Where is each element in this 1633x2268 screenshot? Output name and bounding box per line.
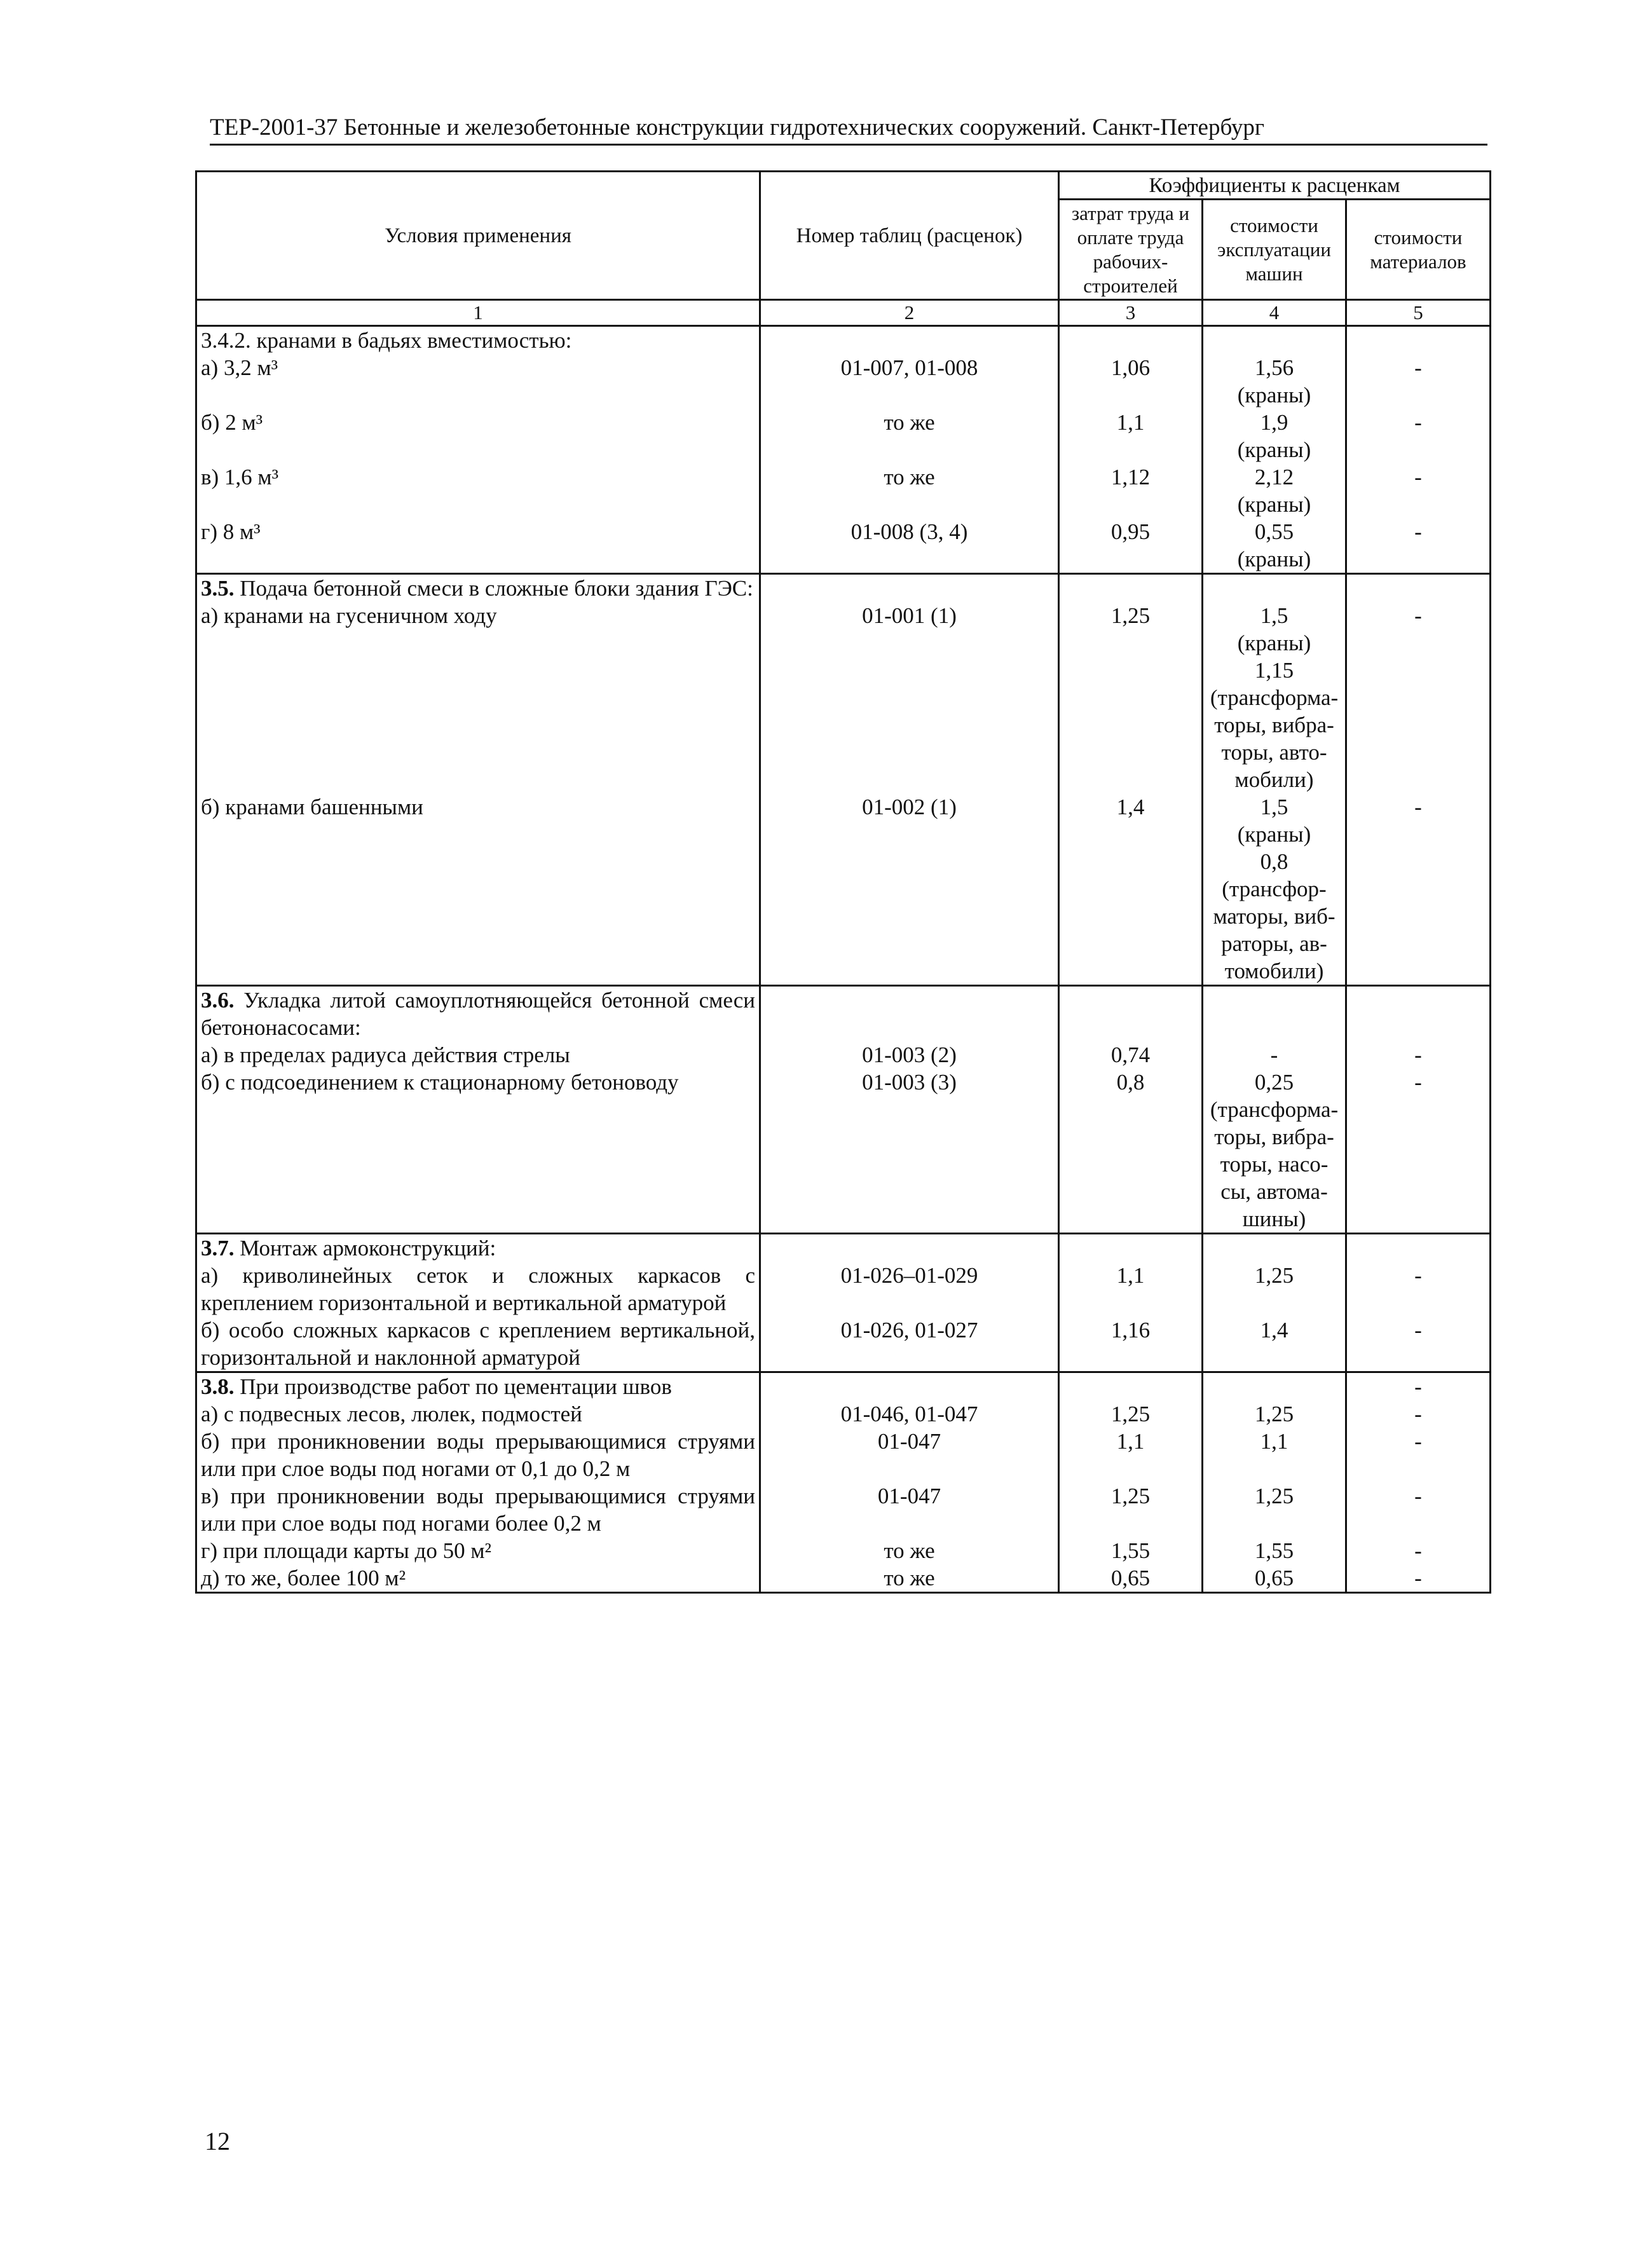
- machines-coef-line: (трансформа-: [1210, 1097, 1339, 1122]
- table-row: [196, 1428, 1491, 1482]
- condition-cell: б) кранами башенными: [196, 793, 760, 986]
- section-number: 3.7.: [201, 1236, 235, 1260]
- col-header-coefficients: Коэффициенты к расценкам: [1059, 172, 1491, 200]
- materials-coef-cell: -: [1346, 409, 1491, 463]
- machines-coef-line: 1,15: [1254, 658, 1294, 683]
- empty-cell: [760, 1372, 1059, 1401]
- materials-coef-cell: -: [1346, 1564, 1491, 1593]
- section-title-row: [196, 574, 1491, 603]
- empty-cell: [760, 986, 1059, 1042]
- section-title-row: [196, 326, 1491, 355]
- table-number-cell: 01-047: [760, 1482, 1059, 1537]
- table-row: [196, 602, 1491, 793]
- labor-coef-cell: 1,25: [1059, 1400, 1203, 1428]
- machines-coef-line: 1,25: [1254, 1402, 1294, 1426]
- table-row: [196, 518, 1491, 574]
- materials-coef: [1346, 1234, 1491, 1262]
- empty-cell: [1059, 986, 1203, 1042]
- column-number: 1: [196, 300, 760, 326]
- table-number-cell: 01-047: [760, 1428, 1059, 1482]
- table-row: [196, 1041, 1491, 1069]
- labor-coef-cell: 1,1: [1059, 409, 1203, 463]
- labor-coef-cell: 1,1: [1059, 1262, 1203, 1316]
- labor-coef-cell: 1,1: [1059, 1428, 1203, 1482]
- machines-coef-line: 1,5: [1260, 795, 1288, 819]
- machines-coef-line: 0,8: [1260, 849, 1288, 874]
- table-number-cell: 01-007, 01-008: [760, 354, 1059, 409]
- machines-coef-line: (краны): [1237, 437, 1311, 462]
- table-number-cell: 01-003 (2): [760, 1041, 1059, 1069]
- section-number: 3.6.: [201, 988, 235, 1013]
- section-title: [196, 1234, 760, 1262]
- condition-cell: в) при проникновении воды прерывающимися струями или при слое воды под ногами более 0,2 м: [196, 1482, 760, 1537]
- materials-coef-cell: -: [1346, 1428, 1491, 1482]
- section-number: 3.8.: [201, 1374, 235, 1399]
- section-title-row: [196, 1372, 1491, 1401]
- machines-coef-cell: [1203, 409, 1346, 463]
- column-numbers-row: [196, 300, 1491, 326]
- table-number-cell: то же: [760, 1537, 1059, 1564]
- condition-cell: д) то же, более 100 м²: [196, 1564, 760, 1593]
- section-title-text: При производстве работ по цементации швов: [234, 1374, 672, 1399]
- condition-cell: б) с подсоединением к стационарному бетоноводу: [196, 1069, 760, 1234]
- machines-coef-line: (трансформа-: [1210, 685, 1339, 710]
- machines-coef-cell: [1203, 1069, 1346, 1234]
- labor-coef-cell: 0,65: [1059, 1564, 1203, 1593]
- table-row: [196, 1537, 1491, 1564]
- labor-coef-cell: 1,16: [1059, 1316, 1203, 1372]
- labor-coef-cell: 1,12: [1059, 463, 1203, 518]
- machines-coef-line: 0,65: [1254, 1566, 1294, 1590]
- machines-coef-line: 1,9: [1260, 410, 1288, 435]
- machines-coef-cell: [1203, 1316, 1346, 1372]
- machines-coef-line: торы, вибра-: [1214, 713, 1334, 737]
- condition-cell: б) особо сложных каркасов с креплением вертикальной, горизонтальной и наклонной арматурой: [196, 1316, 760, 1372]
- table-number-cell: то же: [760, 1564, 1059, 1593]
- section-title-row: [196, 986, 1491, 1042]
- table-number-cell: 01-003 (3): [760, 1069, 1059, 1234]
- empty-cell: [1059, 574, 1203, 603]
- machines-coef-cell: [1203, 1482, 1346, 1537]
- machines-coef-line: маторы, виб-: [1213, 904, 1336, 929]
- machines-coef-line: сы, автома-: [1220, 1179, 1328, 1204]
- empty-cell: [1203, 326, 1346, 355]
- empty-cell: [1059, 326, 1203, 355]
- empty-cell: [1203, 1372, 1346, 1401]
- machines-coef-line: (краны): [1237, 631, 1311, 655]
- table-row: [196, 1316, 1491, 1372]
- page-header: ТЕР-2001-37 Бетонные и железобетонные конструкции гидротехнических сооружений. Санкт-Петербург: [210, 113, 1487, 146]
- coefficients-table: [195, 170, 1491, 1594]
- materials-coef-cell: -: [1346, 1041, 1491, 1069]
- machines-coef-cell: [1203, 463, 1346, 518]
- materials-coef-cell: -: [1346, 354, 1491, 409]
- table-row: [196, 793, 1491, 986]
- col-header-table-number: Номер таблиц (расценок): [760, 172, 1059, 300]
- machines-coef-line: (трансфор-: [1222, 877, 1327, 901]
- condition-cell: г) при площади карты до 50 м²: [196, 1537, 760, 1564]
- table-row: [196, 1564, 1491, 1593]
- section-title-text: Укладка литой самоуплотняющейся бетонной смеси бетононасосами:: [201, 988, 755, 1040]
- materials-coef-cell: -: [1346, 518, 1491, 574]
- labor-coef-cell: 0,95: [1059, 518, 1203, 574]
- condition-cell: в) 1,6 м³: [196, 463, 760, 518]
- section-title: [196, 1372, 760, 1401]
- table-row: [196, 1400, 1491, 1428]
- section-title: [196, 574, 760, 603]
- table-row: [196, 1262, 1491, 1316]
- table-number-cell: то же: [760, 409, 1059, 463]
- machines-coef-line: раторы, ав-: [1221, 931, 1327, 956]
- machines-coef-cell: [1203, 1428, 1346, 1482]
- machines-coef-cell: [1203, 518, 1346, 574]
- table-row: [196, 1482, 1491, 1537]
- table-number-cell: 01-002 (1): [760, 793, 1059, 986]
- machines-coef-line: торы, вибра-: [1214, 1124, 1334, 1149]
- materials-coef-cell: -: [1346, 1537, 1491, 1564]
- machines-coef-cell: [1203, 354, 1346, 409]
- empty-cell: [760, 574, 1059, 603]
- materials-coef-cell: -: [1346, 1482, 1491, 1537]
- labor-coef-cell: 1,25: [1059, 602, 1203, 793]
- col-header-conditions: Условия применения: [196, 172, 760, 300]
- machines-coef-cell: [1203, 1564, 1346, 1593]
- condition-cell: г) 8 м³: [196, 518, 760, 574]
- section-title: [196, 986, 760, 1042]
- table-number-cell: 01-026–01-029: [760, 1262, 1059, 1316]
- section-number: 3.5.: [201, 576, 235, 601]
- table-body: [196, 326, 1491, 1593]
- machines-coef-line: 0,55: [1254, 519, 1294, 544]
- empty-cell: [1203, 1234, 1346, 1262]
- column-number: 5: [1346, 300, 1491, 326]
- table-number-cell: 01-001 (1): [760, 602, 1059, 793]
- machines-coef-line: (краны): [1237, 822, 1311, 847]
- condition-cell: б) при проникновении воды прерывающимися струями или при слое воды под ногами от 0,1 до 0,2 м: [196, 1428, 760, 1482]
- materials-coef-cell: -: [1346, 1262, 1491, 1316]
- labor-coef-cell: 1,25: [1059, 1482, 1203, 1537]
- machines-coef-line: (краны): [1237, 547, 1311, 571]
- column-number: 2: [760, 300, 1059, 326]
- section-title-text: 3.4.2. кранами в бадьях вместимостью:: [201, 328, 572, 353]
- materials-coef-cell: -: [1346, 602, 1491, 793]
- table-row: [196, 1069, 1491, 1234]
- machines-coef-cell: [1203, 602, 1346, 793]
- section-title-text: Монтаж армоконструкций:: [234, 1236, 496, 1260]
- machines-coef-cell: [1203, 1400, 1346, 1428]
- machines-coef-line: (краны): [1237, 383, 1311, 407]
- empty-cell: [1203, 574, 1346, 603]
- machines-coef-cell: [1203, 1537, 1346, 1564]
- labor-coef-cell: 0,8: [1059, 1069, 1203, 1234]
- section-title-text: Подача бетонной смеси в сложные блоки здания ГЭС:: [234, 576, 753, 601]
- machines-coef-line: шины): [1242, 1206, 1306, 1231]
- machines-coef-line: 2,12: [1254, 465, 1294, 489]
- machines-coef-line: торы, авто-: [1221, 740, 1327, 765]
- materials-coef-cell: -: [1346, 793, 1491, 986]
- machines-coef-cell: [1203, 1262, 1346, 1316]
- col-header-machines: стоимости эксплуатации машин: [1203, 200, 1346, 300]
- col-header-materials: стоимости материалов: [1346, 200, 1491, 300]
- section-title: [196, 326, 760, 355]
- labor-coef-cell: 0,74: [1059, 1041, 1203, 1069]
- column-number: 4: [1203, 300, 1346, 326]
- labor-coef-cell: 1,55: [1059, 1537, 1203, 1564]
- condition-cell: а) криволинейных сеток и сложных каркасов с креплением горизонтальной и вертикальной арматурой: [196, 1262, 760, 1316]
- condition-cell: б) 2 м³: [196, 409, 760, 463]
- labor-coef-cell: 1,06: [1059, 354, 1203, 409]
- materials-coef: -: [1346, 1372, 1491, 1401]
- machines-coef-line: мобили): [1234, 767, 1314, 792]
- table-row: [196, 354, 1491, 409]
- condition-cell: а) 3,2 м³: [196, 354, 760, 409]
- table-number-cell: 01-046, 01-047: [760, 1400, 1059, 1428]
- empty-cell: [760, 1234, 1059, 1262]
- condition-cell: а) с подвесных лесов, люлек, подмостей: [196, 1400, 760, 1428]
- empty-cell: [1203, 986, 1346, 1042]
- empty-cell: [1059, 1234, 1203, 1262]
- table-row: [196, 409, 1491, 463]
- column-number: 3: [1059, 300, 1203, 326]
- machines-coef-line: 1,5: [1260, 603, 1288, 628]
- condition-cell: а) в пределах радиуса действия стрелы: [196, 1041, 760, 1069]
- condition-cell: а) кранами на гусеничном ходу: [196, 602, 760, 793]
- materials-coef: [1346, 574, 1491, 603]
- materials-coef-cell: -: [1346, 1316, 1491, 1372]
- materials-coef-cell: -: [1346, 463, 1491, 518]
- machines-coef-line: торы, насо-: [1220, 1152, 1329, 1177]
- page-number: 12: [205, 2127, 230, 2155]
- machines-coef-line: 1,4: [1260, 1318, 1288, 1342]
- machines-coef-line: 1,55: [1254, 1538, 1294, 1563]
- materials-coef: [1346, 326, 1491, 355]
- machines-coef-line: 0,25: [1254, 1070, 1294, 1095]
- materials-coef-cell: -: [1346, 1400, 1491, 1428]
- machines-coef-line: 1,25: [1254, 1484, 1294, 1508]
- col-header-labor: затрат труда и оплате труда рабочих-строителей: [1059, 200, 1203, 300]
- machines-coef-line: томобили): [1224, 959, 1324, 983]
- empty-cell: [760, 326, 1059, 355]
- materials-coef: [1346, 986, 1491, 1042]
- machines-coef-line: 1,1: [1260, 1429, 1288, 1454]
- table-number-cell: 01-008 (3, 4): [760, 518, 1059, 574]
- table-row: [196, 463, 1491, 518]
- machines-coef-cell: [1203, 793, 1346, 986]
- table-number-cell: то же: [760, 463, 1059, 518]
- section-title-row: [196, 1234, 1491, 1262]
- machines-coef-line: 1,25: [1254, 1263, 1294, 1288]
- labor-coef-cell: 1,4: [1059, 793, 1203, 986]
- machines-coef-cell: [1203, 1041, 1346, 1069]
- empty-cell: [1059, 1372, 1203, 1401]
- table-number-cell: 01-026, 01-027: [760, 1316, 1059, 1372]
- machines-coef-line: 1,56: [1254, 355, 1294, 380]
- machines-coef-line: (краны): [1237, 492, 1311, 517]
- machines-coef-line: -: [1270, 1042, 1278, 1067]
- materials-coef-cell: -: [1346, 1069, 1491, 1234]
